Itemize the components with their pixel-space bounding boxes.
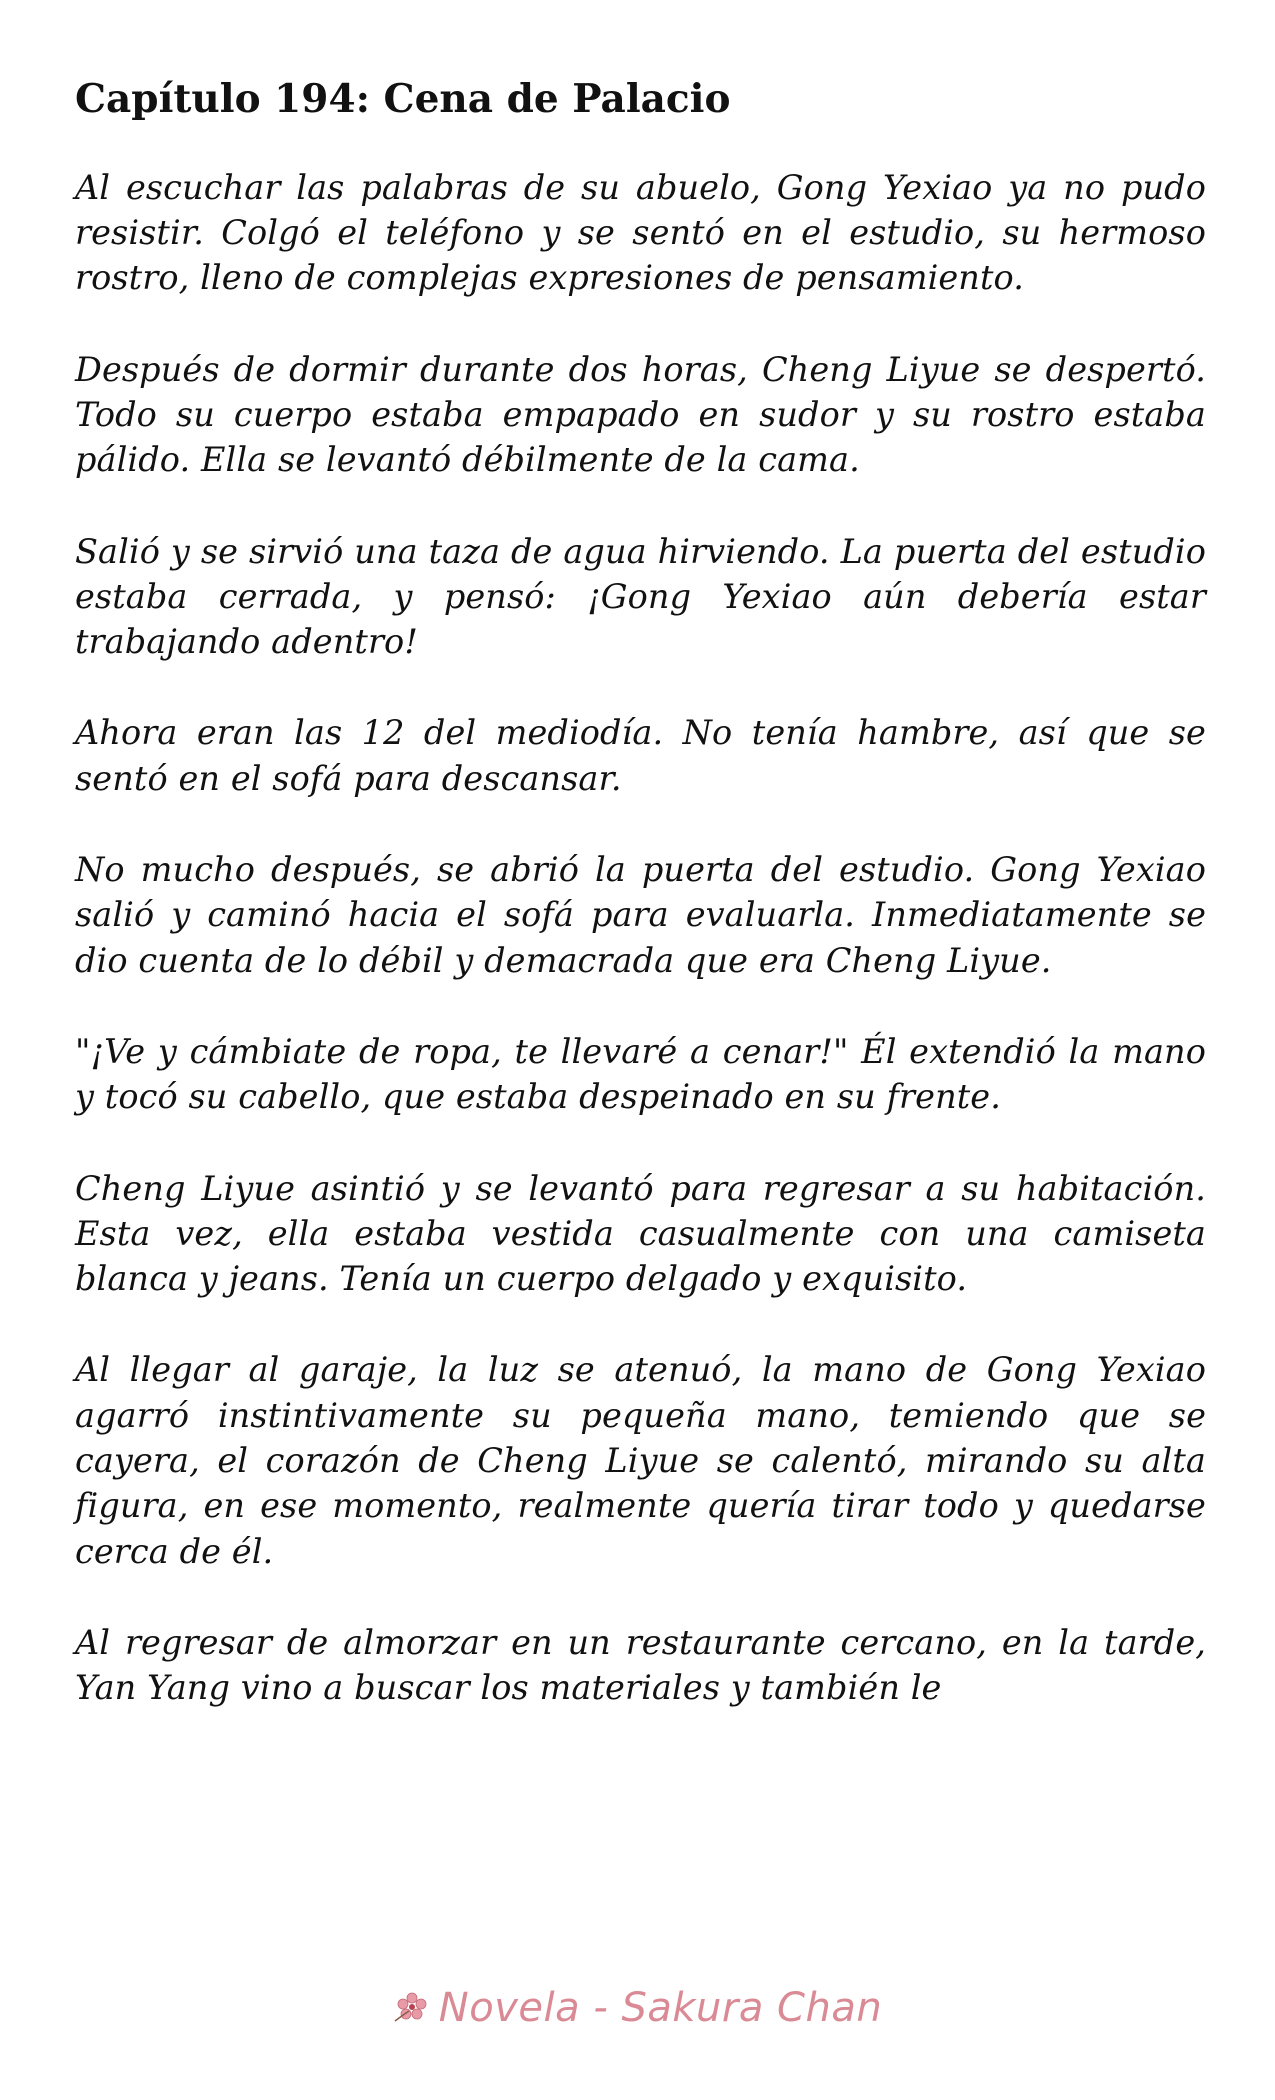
paragraph: Ahora eran las 12 del mediodía. No tenía hambre, así que se sentó en el sofá para descansar. <box>75 713 1206 798</box>
paragraph: Cheng Liyue asintió y se levantó para regresar a su habitación. Esta vez, ella estaba vestida casualmente con una camiseta blanca y jeans. Tenía un cuerpo delgado y exquisito. <box>75 1168 1206 1299</box>
watermark <box>0 1985 1275 2033</box>
cherry-blossom-icon <box>393 1987 431 2033</box>
paragraph: Después de dormir durante dos horas, Cheng Liyue se despertó. Todo su cuerpo estaba empapado en sudor y su rostro estaba pálido. Ella se levantó débilmente de la cama. <box>75 349 1206 480</box>
watermark-text: Novela - Sakura Chan <box>438 1985 883 2031</box>
chapter-title: Capítulo 194: Cena de Palacio <box>75 76 731 122</box>
paragraph: No mucho después, se abrió la puerta del estudio. Gong Yexiao salió y caminó hacia el sofá para evaluarla. Inmediatamente se dio cuenta de lo débil y demacrada que era Cheng Liyue. <box>75 850 1206 980</box>
paragraph: Al llegar al garaje, la luz se atenuó, la mano de Gong Yexiao agarró instintivamente su pequeña mano, temiendo que se cayera, el corazón de Cheng Liyue se calentó, mirando su alta figura, en ese momento, realmente quería tirar todo y quedarse cerca de él. <box>75 1350 1206 1571</box>
paragraph: "¡Ve y cámbiate de ropa, te llevaré a cenar!" Él extendió la mano y tocó su cabello, que estaba despeinado en su frente. <box>75 1031 1206 1117</box>
paragraph: Salió y se sirvió una taza de agua hirviendo. La puerta del estudio estaba cerrada, y pensó: ¡Gong Yexiao aún debería estar trabajando adentro! <box>75 531 1206 662</box>
paragraph: Al regresar de almorzar en un restaurante cercano, en la tarde, Yan Yang vino a buscar los materiales y también le <box>75 1622 1206 1708</box>
paragraph: Al escuchar las palabras de su abuelo, Gong Yexiao ya no pudo resistir. Colgó el teléfono y se sentó en el estudio, su hermoso rostro, lleno de complejas expresiones de pensamiento. <box>75 167 1206 298</box>
document-page <box>75 70 1206 1757</box>
